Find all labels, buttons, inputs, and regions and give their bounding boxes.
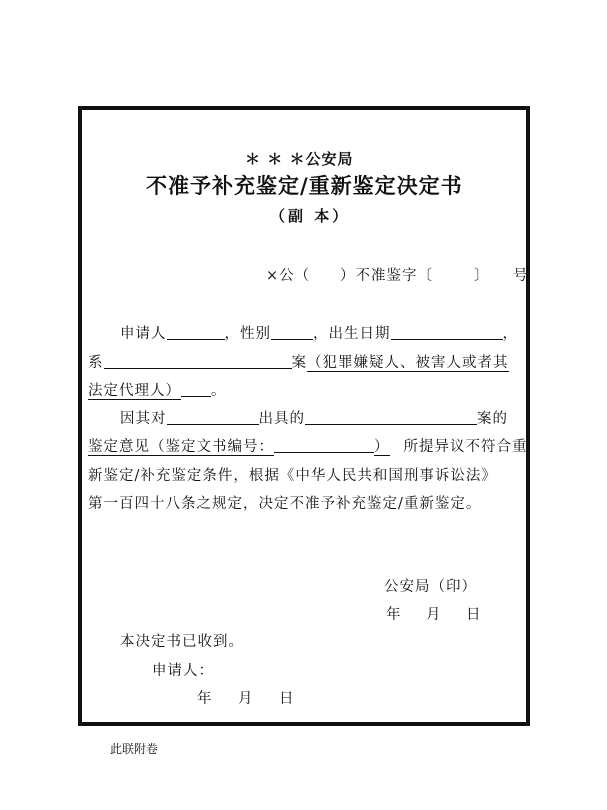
opinion-label-b: ） [374,439,390,455]
gender-blank [271,323,313,340]
receipt-year: 年 [197,691,213,707]
opinion-label-a: 鉴定意见（鉴定文书编号： [88,439,274,455]
case-of-label: 案的 [477,411,508,427]
opinion-number-blank [274,436,374,453]
receipt-month: 月 [238,691,254,707]
period: 。 [211,383,227,399]
institution-blank [167,408,259,425]
role-text-b: 法定代理人） [88,383,181,399]
seal-year: 年 [386,607,402,623]
para2-line3: 新鉴定/补充鉴定条件，根据《中华人民共和国刑事诉讼法》 [88,468,497,484]
applicant-blank [167,323,225,340]
case-name-blank [104,352,292,369]
role-blank [181,380,211,397]
applicant-label: 申请人 [120,326,167,342]
receipt-text: 本决定书已收到。 [120,634,244,650]
para2-line1 [120,407,508,428]
document-title: 不准予补充鉴定/重新鉴定决定书 [146,173,463,198]
para1-line3 [88,379,227,400]
doc-number-prefix: ×公（ [266,268,311,284]
receipt-day: 日 [279,691,295,707]
seal-office: 公安局（印） [384,579,477,595]
receipt-applicant: 申请人： [152,663,214,679]
dob-blank [391,323,503,340]
xi-label: 系 [88,355,104,371]
seal-day: 日 [466,607,482,623]
case-blank [305,408,477,425]
dob-label: ，出生日期 [313,326,391,342]
case-label: 案 [291,355,307,371]
para2-line4: 第一百四十八条之规定，决定不准予补充鉴定/重新鉴定。 [88,496,482,512]
comma: ， [502,326,518,342]
role-text-a: （犯罪嫌疑人、被害人或者其 [307,355,509,371]
doc-number-suffix: 号 [513,268,529,284]
copy-label: （副 本） [270,207,351,225]
because-label: 因其对 [120,411,167,427]
para2-line2 [88,435,528,456]
para1-line2 [88,351,509,372]
doc-number-end: 〕 [474,268,490,284]
issued-label: 出具的 [258,411,305,427]
agency-name: ＊ ＊ ＊公安局 [245,150,354,168]
doc-number-mid: ）不准鉴字〔 [340,268,433,284]
archive-note: 此联附卷 [110,742,159,756]
reason-text: 所提异议不符合重 [403,439,528,455]
gender-label: ，性别 [224,326,271,342]
seal-month: 月 [426,607,442,623]
para1-line1 [120,322,518,343]
